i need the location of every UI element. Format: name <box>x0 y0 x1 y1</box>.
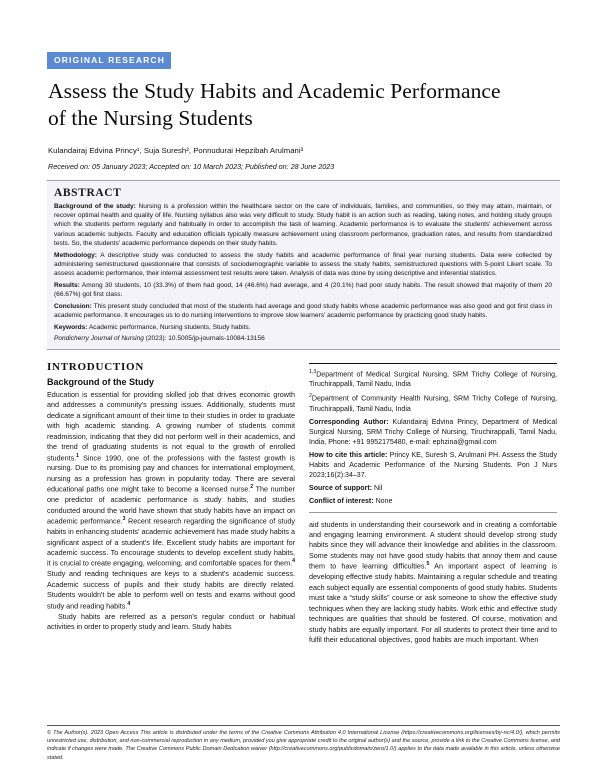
abstract-conclusion <box>54 302 552 321</box>
abstract-results-text: Among 30 students, 10 (33.3%) of them had good, 14 (46.6%) had average, and 4 (20.1%) had poor study habits. The result showed that majority of them 20 (66.67%) got first class. <box>54 281 552 299</box>
title-line-1: Assess the Study Habits and Academic Performance <box>48 78 501 103</box>
citation-ref-3: 3 <box>122 516 126 523</box>
title-line-2: of the Nursing Students <box>48 106 253 131</box>
abstract-conclusion-text: This present study concluded that most of the students had average and good study habits whose academic performance was also good and got first class in academic performance. It encourages us to do nursing interventions to improve slow learners' academic performance by practicing good study habits. <box>54 302 552 320</box>
citation-ref-4: 4 <box>292 558 295 565</box>
page-title <box>48 78 560 133</box>
abstract-keywords-label: Keywords: <box>54 324 88 332</box>
citation-ref-1: 1 <box>76 452 80 459</box>
conflict-of-interest-label: Conflict of interest: <box>309 497 374 505</box>
intro-p2-text: Study habits are referred as a person's regular conduct or habitual activities in order to properly study and learn. Study habits <box>47 611 295 632</box>
license-footer <box>47 725 560 762</box>
right-column-body <box>309 520 557 646</box>
source-of-support <box>309 484 557 494</box>
corresponding-author-text: Kulandairaj Edvina Princy, Department of Medical Surgical Nursing, SRM Trichy College of Nursing, Tiruchirappalli, Tamil Nadu, India, Phone: +91 9952175480, e-mail: ephzina@gmail.com <box>309 418 557 446</box>
journal-doi: (2023): 10.5005/jp-journals-10084-13156 <box>143 334 265 342</box>
abstract-heading-text: ABSTRACT <box>54 186 122 199</box>
how-to-cite-text: Princy KE, Suresh S, Arulmani PH. Assess the Study Habits and Academic Performance of the Nursing Students. Pon J Nurs 2023;16(2):34–37. <box>309 451 557 479</box>
body-columns <box>47 361 560 646</box>
source-of-support-label: Source of support: <box>309 484 373 492</box>
affiliation-2-marker: 2 <box>309 393 312 400</box>
affiliation-1 <box>309 369 557 390</box>
footer-divider <box>47 725 560 726</box>
background-subheading: Background of the Study <box>47 376 155 387</box>
abstract-conclusion-label: Conclusion: <box>54 302 92 310</box>
abstract-section <box>47 180 560 350</box>
citation-ref-2: 2 <box>250 484 254 491</box>
abstract-background-label: Background of the study: <box>54 202 136 210</box>
affiliation-divider <box>309 363 557 364</box>
article-dates: Received on: 05 January 2023; Accepted on: 10 March 2023; Published on: 28 June 2023 <box>48 161 335 171</box>
affiliation-1-marker: 1,3 <box>309 368 317 375</box>
right-body-part-b: An important aspect of learning is developing effective study habits. Maintaining a regular schedule and treating each subject equally are essential components of good study habits. Students must take a “study skills” course or ask someone to show the effective study techniques when they are lacking study habits. Work ethic and effective study techniques are qualities that should be fostered. Of course, motivation and study habits are equally important. For all students to protect their time and to fulfil their educational objectives, good habits are much important. When <box>309 561 557 645</box>
abstract-methodology-label: Methodology: <box>54 251 97 259</box>
intro-p1-part-a: Education is essential for providing skilled job that drives economic growth and addresses a community's pressing issues. Additionally, students must dedicate a significant amount of their time to their studies in order to graduate with high academic standing. A growing number of students commit readmission, indicating that they did not perform well in their academics, and the trend of graduating students is not equal to the growth of enrolled students. <box>47 389 295 463</box>
left-column <box>47 361 295 646</box>
journal-name: Pondicherry Journal of Nursing <box>54 334 144 342</box>
introduction-paragraph-2 <box>47 612 295 633</box>
affiliation-1-text: Department of Medical Surgical Nursing, SRM Trichy College of Nursing, Tiruchirappalli, Tamil Nadu, India <box>309 371 557 389</box>
author-list: Kulandairaj Edvina Princy¹, Suja Suresh², Ponnudurai Hepzibah Arulmani³ <box>48 145 304 155</box>
corresponding-author <box>309 418 557 448</box>
abstract-keywords-text: Academic performance, Nursing students, Study habits. <box>87 324 251 332</box>
article-type-badge: ORIGINAL RESEARCH <box>47 52 171 69</box>
abstract-methodology <box>54 251 552 279</box>
intro-p1-part-c: The number one predictor of academic performance is study habits, and studies conducted around the world have shown that study habits have an impact on academic performance. <box>47 484 295 526</box>
abstract-results-label: Results: <box>54 281 80 289</box>
abstract-keywords <box>54 323 552 332</box>
meta-divider <box>309 512 557 513</box>
introduction-paragraph-1 <box>47 390 295 612</box>
affiliation-2 <box>309 393 557 414</box>
abstract-results <box>54 281 552 300</box>
intro-p1-part-e: Study and reading techniques are keys to a student's academic success. Academic success of pupils and their study habits are directly related. Students wouldn't be able to perform well on tests and exams without good study and reading habits. <box>47 569 295 611</box>
abstract-background <box>54 202 552 248</box>
citation-ref-5: 5 <box>426 561 430 568</box>
abstract-background-text: Nursing is a profession within the healthcare sector on the care of individuals, families, and communities, so they may attain, maintain, or recover optimal health and quality of life. Nursing syllabus also was very difficult to study. Study habit is an action such as reading, taking notes, and holding study groups which the students perform regularly and habitually in order to accomplish the task of learning. Academic performance is to evaluate the students' achievement across various academic subjects. Faculty and education officials typically measure achievement using classroom performance, graduation rates, and results from standardized tests. So, the students' academic performance depends on their study habits. <box>54 202 552 247</box>
abstract-heading <box>54 187 552 199</box>
how-to-cite <box>309 451 557 481</box>
right-body-part-a: aid students in understanding their coursework and in creating a comfortable and engaging learning environment. A student should develop strong study habits since they will advance their knowledge and abilities in the classroom. Some students may not have good study habits that annoy them and cause them to have learning difficulties. <box>309 519 557 571</box>
corresponding-author-label: Corresponding Author: <box>309 418 389 426</box>
introduction-heading: INTRODUCTION <box>47 360 145 373</box>
journal-citation <box>54 335 552 342</box>
license-text: © The Author(s). 2023 Open Access This article is distributed under the terms of the Creative Commons Attribution 4.0 International License (https://creativecommons.org/licenses/by-nc/4.0/), which permits unrestricted use, distribution, and non-commercial reproduction in any medium, provided you give appropriate credit to the original author(s) and the source, provide a link to the Creative Commons license, and indicate if changes were made. The Creative Commons Public Domain Dedication waiver (http://creativecommons.org/publicdomain/zero/1.0/) applies to the data made available in this article, unless otherwise stated. <box>47 729 560 761</box>
source-of-support-value: Nil <box>372 484 383 492</box>
intro-p1-part-d: Recent research regarding the significance of study habits in enhancing students' academic achievement has made study habits a significant aspect of a student's life. Excellent study habits are important for academic success. To encourage students to develop excellent study habits, it is crucial to create engaging, welcoming, and comfortable spaces for them. <box>47 516 295 568</box>
conflict-of-interest <box>309 497 557 507</box>
citation-ref-4b: 4 <box>127 600 131 607</box>
right-column <box>309 361 557 646</box>
intro-p1-part-b: Since 1990, one of the professions with the fastest growth is nursing. Due to its promising pay and chances for international employment, nursing as a profession has grown in popularity today. There are several educational paths one might take to become a licensed nurse. <box>47 453 295 494</box>
conflict-of-interest-value: None <box>373 497 393 505</box>
affiliation-2-text: Department of Community Health Nursing, SRM Trichy College of Nursing, Tiruchirappalli, Tamil Nadu, India <box>309 395 557 413</box>
how-to-cite-label: How to cite this article: <box>309 451 388 459</box>
abstract-methodology-text: A descriptive study was conducted to assess the study habits and academic performance of final year nursing students. Data were collected by administering semistructured questionnaire that consists of sociodemographic variable to assess the study habits, semistructured questions with 5-point Likert scale. To assess academic performance, their internal assessment test results were taken. Analysis of data was done by using descriptive and inferential statistics. <box>54 251 552 278</box>
